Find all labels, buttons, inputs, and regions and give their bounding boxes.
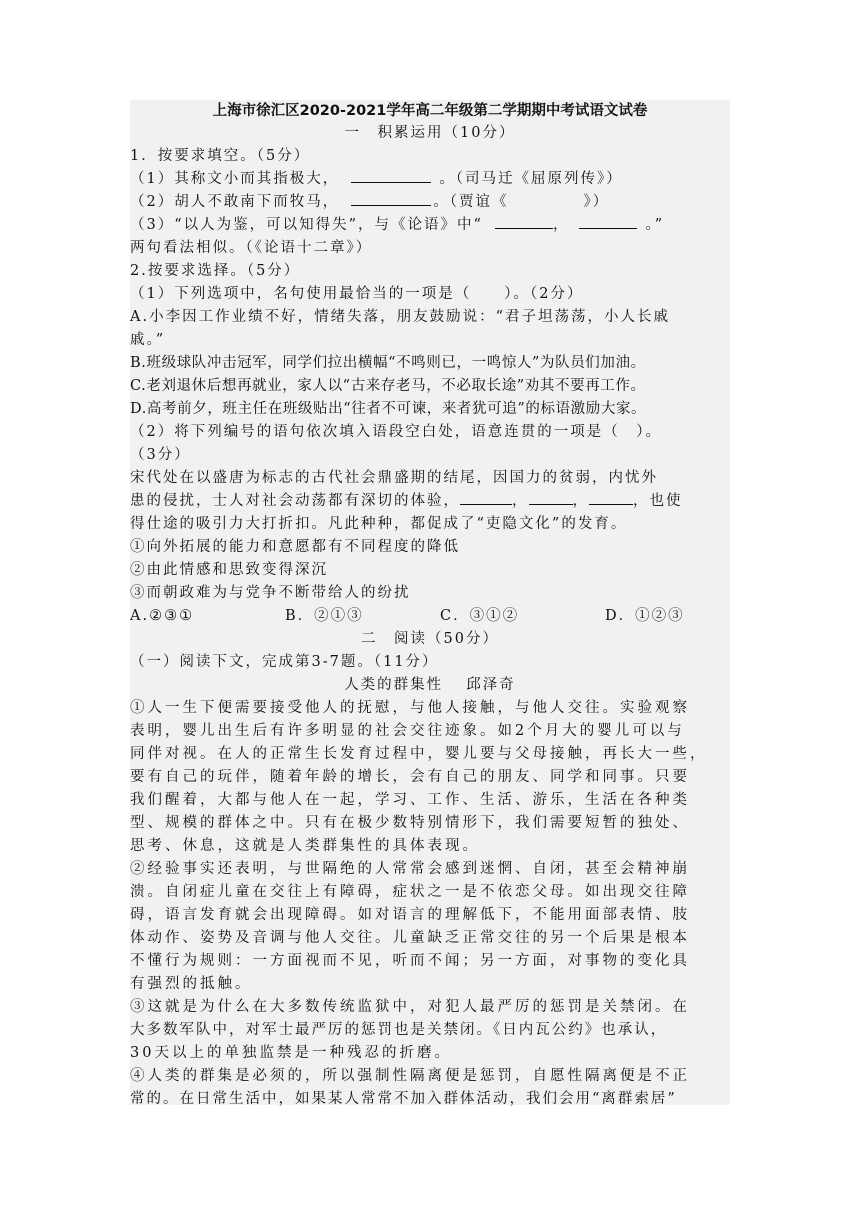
passage-text-end: ，也使 — [633, 493, 683, 509]
article-line: 不懂行为规则：一方面视而不见，听而不闻；另一方面，对事物的变化具 — [130, 953, 690, 969]
choice-c: C．③①② — [440, 608, 520, 624]
fill-blank[interactable] — [579, 214, 637, 229]
item-2-source-end: 》） — [583, 194, 610, 210]
statement-1: ①向外拓展的能力和意愿都有不同程度的降低 — [130, 539, 460, 555]
passage-line-2 — [130, 490, 683, 512]
item-1-text: （1）其称文小而其指极大， — [130, 171, 340, 187]
comma: ， — [512, 493, 529, 509]
article-line: ④人类的群集是必须的，所以强制性隔离便是惩罚，自愿性隔离便是不正 — [130, 1068, 690, 1084]
choice-a: A.②③① — [130, 608, 195, 624]
choice-d: D．①②③ — [605, 608, 685, 624]
passage-line-3: 得仕途的吸引力大打折扣。凡此种种，都促成了“吏隐文化”的发育。 — [130, 516, 628, 532]
option-b: B.班级球队冲击冠军，同学们拉出横幅“不鸣则已，一鸣惊人”为队员们加油。 — [130, 355, 646, 371]
article-line: 大多数军队中，对军士最严厉的惩罚也是关禁闭。《日内瓦公约》也承认， — [130, 1022, 668, 1038]
article-line: 有强烈的抵触。 — [130, 976, 253, 992]
fill-blank[interactable] — [529, 490, 573, 505]
statement-3: ③而朝政难为与党争不断带给人的纷扰 — [130, 585, 411, 601]
article-line: 碍，语言发育就会出现障碍。如对语言的理解低下，不能用面部表情、肢 — [130, 907, 690, 923]
item-3-comma: ， — [552, 217, 570, 233]
article-line: 体动作、姿势及音调与他人交往。儿童缺乏正常交往的另一个后果是根本 — [130, 930, 690, 946]
comma: ， — [572, 493, 589, 509]
question-2-part-2-score: （3分） — [130, 447, 191, 463]
article-line: ②经验事实还表明，与世隔绝的人常常会感到迷惘、自闭，甚至会精神崩 — [130, 861, 690, 877]
article-line: 同伴对视。在人的正常生长发育过程中，婴儿要与父母接触，再长大一些， — [130, 746, 708, 762]
question-1-item-1 — [130, 168, 623, 190]
passage-text: 患的侵扰，士人对社会动荡都有深切的体验， — [130, 493, 460, 509]
question-2-heading: 2.按要求选择。（5分） — [130, 263, 301, 279]
question-2-part-2: （2）将下列编号的语句依次填入语段空白处，语意连贯的一项是（ ）。 — [130, 424, 662, 440]
choice-b: B．②①③ — [285, 608, 364, 624]
fill-blank[interactable] — [495, 214, 553, 229]
article-line: 要有自己的玩伴，随着年龄的增长，会有自己的朋友、同学和同事。只要 — [130, 769, 690, 785]
item-2-text: （2）胡人不敢南下而牧马， — [130, 194, 340, 210]
fill-blank[interactable] — [460, 490, 512, 505]
question-1-item-3 — [130, 214, 664, 236]
article-line: 我们醒着，大都与他人在一起，学习、工作、生活、游乐，生活在各种类 — [130, 792, 690, 808]
fill-blank[interactable] — [589, 490, 633, 505]
question-1-heading: 1．按要求填空。（5分） — [130, 148, 311, 164]
option-a-line-2: 戚。” — [130, 332, 166, 348]
article-line: ①人一生下便需要接受他人的抚慰，与他人接触，与他人交往。实验观察 — [130, 700, 690, 716]
choice-options — [130, 605, 730, 627]
fill-blank[interactable] — [351, 168, 431, 183]
question-2-part-1: （1）下列选项中，名句使用最恰当的一项是（ ）。（2分） — [130, 286, 584, 302]
statement-2: ②由此情感和思致变得深沉 — [130, 562, 328, 578]
article-line: 30天以上的单独监禁是一种残忍的折磨。 — [130, 1045, 452, 1061]
option-c: C.老刘退休后想再就业，家人以“古来存老马，不必取长途”劝其不要再工作。 — [130, 378, 646, 394]
section-heading-2: 二 阅读（50分） — [361, 631, 499, 647]
page-title: 上海市徐汇区2020-2021学年高二年级第二学期期中考试语文试卷 — [212, 103, 648, 119]
item-3-text: （3）“以人为鉴，可以知得失”，与《论语》中“ — [130, 217, 483, 233]
article-line: 型、规模的群体之中。只有在极少数特别情形下，我们需要短暂的独处、 — [130, 815, 690, 831]
item-2-source: 。（贾谊《 — [433, 194, 509, 210]
item-3-end: 。” — [645, 217, 665, 233]
article-line: 常的。在日常生活中，如果某人常常不加入群体活动，我们会用“离群索居” — [130, 1091, 677, 1107]
article-title: 人类的群集性 邱泽奇 — [344, 677, 516, 693]
article-line: 溃。自闭症儿童在交往上有障碍，症状之一是不依恋父母。如出现交往障 — [130, 884, 690, 900]
option-a-line-1: A.小李因工作业绩不好，情绪失落，朋友鼓励说：“君子坦荡荡，小人长戚 — [130, 309, 670, 325]
reading-intro: （一）阅读下文，完成第3-7题。（11分） — [130, 654, 439, 670]
article-line: 表明，婴儿出生后有许多明显的社会交往迹象。如2个月大的婴儿可以与 — [130, 723, 685, 739]
article-line: ③这就是为什么在大多数传统监狱中，对犯人最严厉的惩罚是关禁闭。在 — [130, 999, 690, 1015]
section-heading-1: 一 积累运用（10分） — [344, 125, 516, 141]
item-1-source: 。（司马迁《屈原列传》） — [439, 171, 623, 187]
question-1-item-2 — [130, 191, 609, 213]
exam-content — [130, 100, 730, 1105]
question-1-item-3-cont: 两句看法相似。（《论语十二章》） — [130, 240, 373, 256]
option-d: D.高考前夕，班主任在班级贴出“往者不可谏，来者犹可追”的标语激励大家。 — [130, 401, 647, 417]
passage-line-1: 宋代处在以盛唐为标志的古代社会鼎盛期的结尾，因国力的贫弱，内忧外 — [130, 470, 658, 486]
article-line: 思考、休息，这就是人类群集性的具体表现。 — [130, 838, 480, 854]
fill-blank[interactable] — [351, 191, 431, 206]
